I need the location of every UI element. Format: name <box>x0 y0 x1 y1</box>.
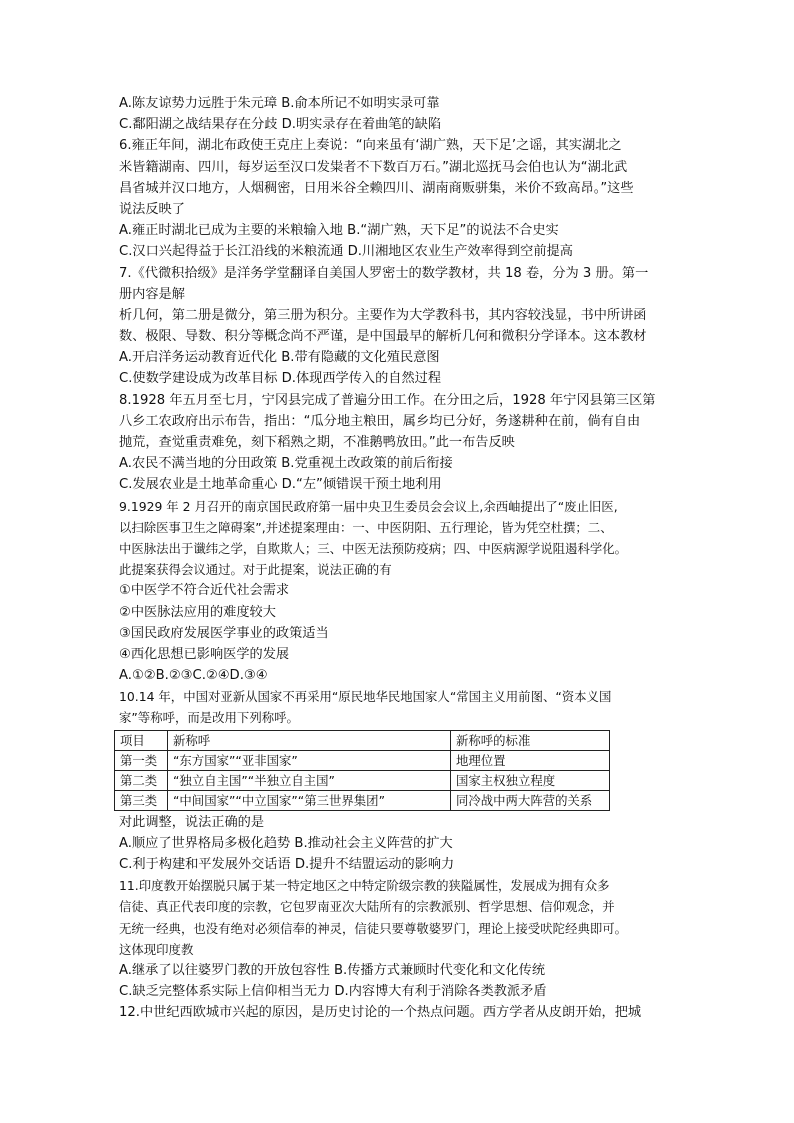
text-line: A.开启洋务运动教育近代化 B.带有隐藏的文化殖民意图 <box>119 350 440 366</box>
table-row <box>115 770 610 790</box>
table-header-cell: 项目 <box>115 730 168 750</box>
text-line: 这体现印度教 <box>119 941 194 957</box>
text-line: C.利于构建和平发展外交话语 D.提升不结盟运动的影响力 <box>119 857 455 872</box>
naming-table <box>114 730 610 811</box>
table-cell: “中间国家”“中立国家”“第三世界集团” <box>168 790 451 810</box>
text-line: C.汉口兴起得益于长江沿线的米粮流通 D.川湘地区农业生产效率得到空前提高 <box>119 244 573 260</box>
text-line: 无统一经典，也没有绝对必须信奉的神灵，信徒只要尊敬婆罗门，理论上接受吠陀经典即可。 <box>119 920 628 936</box>
text-line: 以扫除医事卫生之障碍案”,并述提案理由：一、中医阴阳、五行理论，皆为凭空杜撰；二、 <box>119 519 613 535</box>
text-line: 昌省城并汉口地方，人烟稠密，日用米谷全赖四川、湖南商贩骈集，米价不致高昂。”这些 <box>119 180 634 196</box>
text-line: ③国民政府发展医学事业的政策适当 <box>119 625 329 641</box>
text-line: 11.印度教开始摆脱只属于某一特定地区之中特定阶级宗教的狭隘属性，发展成为拥有众多 <box>119 878 610 894</box>
text-line: A.农民不满当地的分田政策 B.党重视土改政策的前后衔接 <box>119 456 453 472</box>
table-cell: “东方国家”“亚非国家” <box>168 750 451 770</box>
text-line: 6.雍正年间，湖北布政使王克庄上奏说：“向来虽有‘湖广熟，天下足’之谣，其实湖北之 <box>119 138 622 154</box>
table-row <box>115 790 610 810</box>
text-line: A.顺应了世界格局多极化趋势 B.推动社会主义阵营的扩大 <box>119 835 453 851</box>
table-cell: 国家主权独立程度 <box>451 770 610 790</box>
text-line: 册内容是解 <box>119 286 185 302</box>
text-line: 信徒、真正代表印度的宗教，它包罗南亚次大陆所有的宗教派别、哲学思想、信仰观念，并 <box>119 899 615 915</box>
table-header-cell: 新称呼的标准 <box>451 730 610 750</box>
text-line: 数、极限、导数、积分等概念尚不严谨，是中国最早的解析几何和微积分学译本。这本教材 <box>119 329 647 345</box>
table-cell: 第二类 <box>115 770 168 790</box>
table-cell: 地理位置 <box>451 750 610 770</box>
table-header-row <box>115 730 610 750</box>
table-cell: 同冷战中两大阵营的关系 <box>451 790 610 810</box>
text-line: 米皆籍湖南、四川，每岁运至汉口发粜者不下数百万石。”湖北巡抚马会伯也认为“湖北武 <box>119 159 628 175</box>
text-line: C.使数学建设成为改革目标 D.体现西学传入的自然过程 <box>119 371 442 387</box>
table-row <box>115 750 610 770</box>
text-line: 对此调整，说法正确的是 <box>119 814 265 830</box>
text-line: 8.1928 年五月至七月，宁冈县完成了普遍分田工作。在分田之后，1928 年宁冈县第三区第 <box>119 392 656 408</box>
table-cell: 第三类 <box>115 790 168 810</box>
text-line: 八乡工农政府出示布告，指出：“瓜分地主粮田，属乡均已分好，务遂耕种在前，倘有自由 <box>119 413 641 429</box>
text-line: A.①②B.②③C.②④D.③④ <box>119 668 268 684</box>
text-line: 析几何，第二册是微分，第三册为积分。主要作为大学教科书，其内容较浅显，书中所讲函 <box>119 307 647 323</box>
text-line: C.缺乏完整体系实际上信仰相当无力 D.内容博大有利于消除各类教派矛盾 <box>119 984 547 1000</box>
question-block-10-to-12 <box>119 812 679 1024</box>
text-line: 抛荒，查觉重责难免，刻下稻熟之期，不准鹅鸭放田。”此一布告反映 <box>119 435 515 450</box>
text-line: 7.《代微积拾级》是洋务学堂翻译自美国人罗密士的数学教材，共 18 卷，分为 3 册。第一 <box>119 265 649 281</box>
text-line: ①中医学不符合近代社会需求 <box>119 583 290 599</box>
text-line: 9.1929 年 2 月召开的南京国民政府第一届中央卫生委员会会议上,余西岫提出了“废止旧医, <box>119 498 618 514</box>
text-line: C.鄱阳湖之战结果存在分歧 D.明实录存在着曲笔的缺陷 <box>119 117 442 133</box>
text-line: 说法反映了 <box>119 201 185 217</box>
text-line: 12.中世纪西欧城市兴起的原因，是历史讨论的一个热点问题。西方学者从皮朗开始，把城 <box>119 1005 642 1021</box>
text-line: A.陈友谅势力远胜于朱元璋 B.俞本所记不如明实录可靠 <box>119 96 440 111</box>
question-block-5-to-10 <box>119 93 679 729</box>
exam-page <box>119 93 679 1024</box>
text-line: 10.14 年，中国对亚新从国家不再采用“原民地华民地国家人“常国主义用前图、“资本义国 <box>119 689 612 705</box>
table-header-cell: 新称呼 <box>168 730 451 750</box>
text-line: 此提案获得会议通过。对于此提案，说法正确的有 <box>119 562 392 578</box>
text-line: ②中医脉法应用的难度较大 <box>119 604 276 620</box>
table-cell: “独立自主国”“半独立自主国” <box>168 770 451 790</box>
text-line: 中医脉法出于谶纬之学，自欺欺人；三、中医无法预防疫病；四、中医病源学说阻遏科学化。 <box>119 540 628 556</box>
text-line: ④西化思想已影响医学的发展 <box>119 646 290 662</box>
text-line: A.继承了以往婆罗门教的开放包容性 B.传播方式兼顾时代变化和文化传统 <box>119 962 546 978</box>
text-line: 家”等称呼，而是改用下列称呼。 <box>119 710 299 726</box>
text-line: A.雍正时湖北已成为主要的米粮输入地 B.“湖广熟，天下足”的说法不合史实 <box>119 223 559 239</box>
text-line: C.发展农业是土地革命重心 D.“左”倾错误干预土地利用 <box>119 477 442 493</box>
table-cell: 第一类 <box>115 750 168 770</box>
